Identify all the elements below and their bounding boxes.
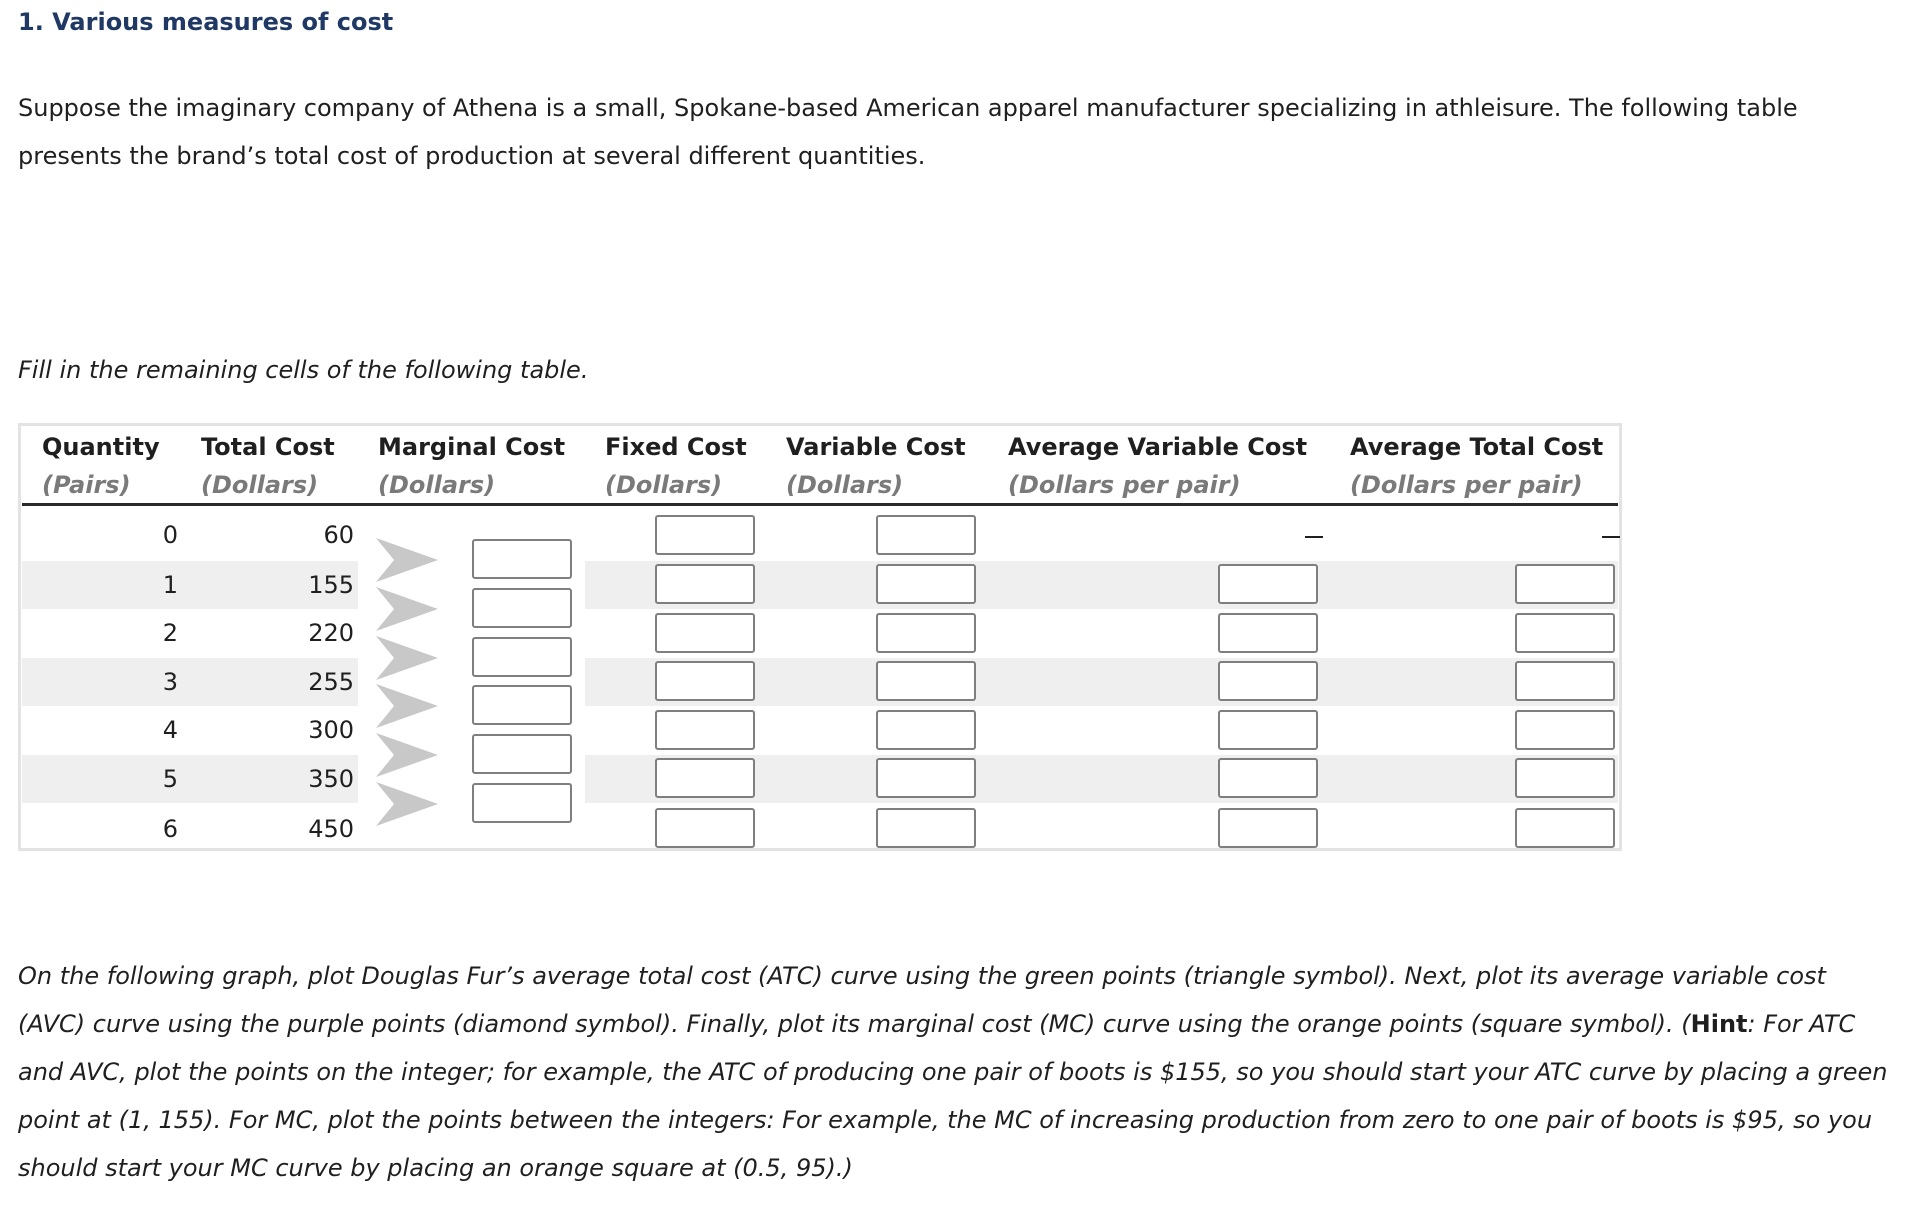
total-cost-cell: 255 <box>308 668 354 696</box>
total-cost-cell: 450 <box>308 815 354 843</box>
avc-input[interactable] <box>1218 613 1318 653</box>
header-title: Fixed Cost <box>605 433 747 461</box>
table-instruction: Fill in the remaining cells of the following table. <box>18 356 589 384</box>
fixed-cost-input[interactable] <box>655 710 755 750</box>
quantity-cell: 1 <box>162 571 178 599</box>
fixed-cost-input[interactable] <box>655 613 755 653</box>
header-unit: (Dollars per pair) <box>1350 471 1583 499</box>
variable-cost-input[interactable] <box>876 515 976 555</box>
total-cost-cell: 60 <box>323 521 354 549</box>
header-unit: (Pairs) <box>42 471 131 499</box>
atc-input[interactable] <box>1515 710 1615 750</box>
chevron-right-icon <box>376 782 438 826</box>
fixed-cost-input[interactable] <box>655 661 755 701</box>
header-unit: (Dollars) <box>605 471 723 499</box>
variable-cost-input[interactable] <box>876 808 976 848</box>
chevron-right-icon <box>376 636 438 680</box>
quantity-cell: 4 <box>162 716 178 744</box>
header-title: Marginal Cost <box>378 433 566 461</box>
marginal-cost-input[interactable] <box>472 685 572 725</box>
avc-not-applicable <box>1305 536 1323 538</box>
intro-paragraph: Suppose the imaginary company of Athena is a small, Spokane-based American apparel manufacturer specializing in athleisure. The following table presents the brand’s total cost of production at several different quantities. <box>18 94 1798 170</box>
total-cost-cell: 350 <box>308 765 354 793</box>
avc-input[interactable] <box>1218 661 1318 701</box>
variable-cost-input[interactable] <box>876 564 976 604</box>
header-unit: (Dollars) <box>786 471 904 499</box>
marginal-cost-input[interactable] <box>472 637 572 677</box>
graph-instructions-part2: : For ATC and AVC, plot the points on the integer; for example, the ATC of producing one pair of boots is $155, so you should start your ATC curve by placing a green point at (1, 155). For MC, plot the points between the integers: For example, the MC of increasing production from zero to one pair of boots is $95, so you should start your MC curve by placing an orange square at (0.5, 95).) <box>18 1010 1888 1182</box>
chevron-right-icon <box>376 733 438 777</box>
graph-instructions-part1: On the following graph, plot Douglas Fur’s average total cost (ATC) curve using the green points (triangle symbol). Next, plot its average variable cost (AVC) curve using the purple points (diamond symbol). Finally, plot its marginal cost (MC) curve using the orange points (square symbol). ( <box>18 962 1826 1038</box>
header-marginal-cost <box>378 428 565 504</box>
header-total-cost <box>201 428 335 504</box>
header-title: Average Total Cost <box>1350 433 1604 461</box>
header-fixed-cost <box>605 428 747 504</box>
header-unit: (Dollars) <box>201 471 319 499</box>
chevron-right-icon <box>376 684 438 728</box>
header-title: Quantity <box>42 433 160 461</box>
variable-cost-input[interactable] <box>876 613 976 653</box>
fixed-cost-input[interactable] <box>655 808 755 848</box>
marginal-cost-input[interactable] <box>472 783 572 823</box>
variable-cost-input[interactable] <box>876 710 976 750</box>
header-unit: (Dollars) <box>378 471 496 499</box>
fixed-cost-input[interactable] <box>655 515 755 555</box>
total-cost-cell: 220 <box>308 619 354 647</box>
quantity-cell: 3 <box>162 668 178 696</box>
graph-instructions <box>18 952 1898 1192</box>
quantity-cell: 2 <box>162 619 178 647</box>
header-title: Total Cost <box>201 433 335 461</box>
atc-input[interactable] <box>1515 661 1615 701</box>
header-unit: (Dollars per pair) <box>1008 471 1241 499</box>
atc-input[interactable] <box>1515 564 1615 604</box>
header-title: Average Variable Cost <box>1008 433 1308 461</box>
atc-input[interactable] <box>1515 613 1615 653</box>
header-quantity <box>42 428 160 504</box>
marginal-cost-input[interactable] <box>472 539 572 579</box>
quantity-cell: 0 <box>162 521 178 549</box>
section-heading: 1. Various measures of cost <box>18 8 394 36</box>
chevron-right-icon <box>376 538 438 582</box>
header-avg-total-cost <box>1350 428 1603 504</box>
marginal-cost-input[interactable] <box>472 734 572 774</box>
avc-input[interactable] <box>1218 710 1318 750</box>
atc-not-applicable <box>1602 536 1620 538</box>
chevron-right-icon <box>376 587 438 631</box>
header-avg-variable-cost <box>1008 428 1307 504</box>
avc-input[interactable] <box>1218 758 1318 798</box>
total-cost-cell: 300 <box>308 716 354 744</box>
header-title: Variable Cost <box>786 433 966 461</box>
atc-input[interactable] <box>1515 758 1615 798</box>
quantity-cell: 5 <box>162 765 178 793</box>
total-cost-cell: 155 <box>308 571 354 599</box>
header-variable-cost <box>786 428 966 504</box>
quantity-cell: 6 <box>162 815 178 843</box>
marginal-cost-input[interactable] <box>472 588 572 628</box>
header-divider <box>22 503 1618 506</box>
variable-cost-input[interactable] <box>876 661 976 701</box>
avc-input[interactable] <box>1218 808 1318 848</box>
variable-cost-input[interactable] <box>876 758 976 798</box>
avc-input[interactable] <box>1218 564 1318 604</box>
fixed-cost-input[interactable] <box>655 564 755 604</box>
fixed-cost-input[interactable] <box>655 758 755 798</box>
atc-input[interactable] <box>1515 808 1615 848</box>
hint-label: Hint <box>1690 1010 1748 1038</box>
